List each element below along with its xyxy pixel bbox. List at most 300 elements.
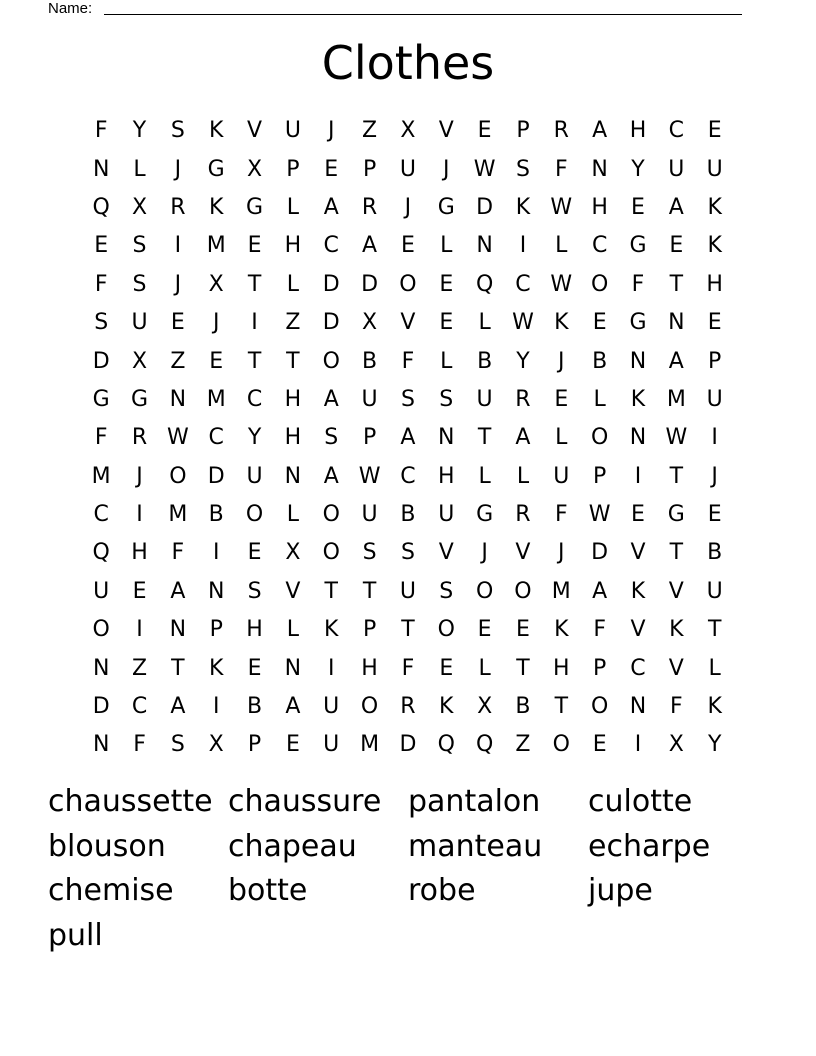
grid-letter[interactable]: K (208, 655, 224, 681)
grid-letter[interactable]: S (94, 310, 109, 336)
grid-letter[interactable]: G (476, 502, 494, 528)
grid-letter[interactable]: T (286, 348, 300, 374)
grid-letter[interactable]: P (593, 655, 607, 681)
grid-letter[interactable]: S (400, 540, 415, 566)
grid-letter[interactable]: L (555, 425, 568, 451)
grid-letter[interactable]: X (477, 694, 493, 720)
grid-row (82, 419, 734, 457)
grid-letter[interactable]: K (324, 617, 339, 643)
grid-letter[interactable]: U (553, 463, 570, 489)
grid-letter[interactable]: U (476, 386, 493, 412)
grid-letter[interactable]: F (94, 118, 108, 144)
grid-letter[interactable]: L (440, 348, 453, 374)
grid-letter[interactable]: A (285, 694, 301, 720)
grid-letter[interactable]: U (246, 463, 263, 489)
grid-letter[interactable]: V (285, 578, 301, 604)
grid-letter[interactable]: T (171, 655, 185, 681)
grid-letter[interactable]: T (554, 694, 569, 720)
grid-letter[interactable]: B (247, 694, 263, 720)
grid-letter[interactable]: U (668, 156, 685, 182)
grid-letter[interactable]: G (92, 386, 110, 412)
grid-letter[interactable]: O (590, 271, 609, 297)
grid-letter[interactable]: A (170, 578, 186, 604)
grid-letter[interactable]: Q (475, 732, 494, 758)
grid-letter[interactable]: J (327, 118, 335, 144)
grid-letter[interactable]: T (477, 425, 492, 451)
grid-letter[interactable]: S (439, 578, 454, 604)
grid-letter[interactable]: X (362, 310, 378, 336)
grid-letter[interactable]: E (669, 233, 684, 259)
grid-letter[interactable]: V (630, 540, 646, 566)
grid-letter[interactable]: T (669, 540, 684, 566)
grid-letter[interactable]: E (631, 502, 645, 528)
grid-letter[interactable]: W (550, 271, 573, 297)
grid-letter[interactable]: S (400, 386, 415, 412)
grid-letter[interactable]: V (438, 540, 454, 566)
grid-letter[interactable]: O (399, 271, 417, 297)
grid-letter[interactable]: F (94, 271, 108, 297)
grid-letter[interactable]: O (590, 425, 609, 451)
grid-letter[interactable]: U (93, 578, 110, 604)
grid-letter[interactable]: E (707, 502, 722, 528)
grid-letter[interactable]: F (554, 502, 568, 528)
grid-letter[interactable]: E (631, 194, 645, 220)
grid-letter[interactable]: V (515, 540, 531, 566)
grid-letter[interactable]: D (92, 694, 110, 720)
grid-letter[interactable]: V (668, 655, 684, 681)
grid-letter[interactable]: F (554, 156, 568, 182)
grid-letter[interactable]: Y (132, 118, 147, 144)
grid-letter[interactable]: S (362, 540, 377, 566)
grid-letter[interactable]: M (168, 502, 188, 528)
grid-letter[interactable]: T (669, 463, 684, 489)
grid-letter[interactable]: S (324, 425, 339, 451)
grid-letter[interactable]: U (361, 386, 378, 412)
grid-letter[interactable]: C (93, 502, 109, 528)
grid-letter[interactable]: M (91, 463, 111, 489)
grid-letter[interactable]: E (477, 118, 492, 144)
grid-letter[interactable]: J (174, 271, 182, 297)
grid-letter[interactable]: X (400, 118, 416, 144)
grid-letter[interactable]: E (247, 233, 262, 259)
grid-row (82, 227, 734, 265)
grid-letter[interactable]: H (284, 425, 302, 451)
grid-letter[interactable]: P (362, 425, 377, 451)
grid-letter[interactable]: I (519, 233, 527, 259)
grid-letter[interactable]: T (516, 655, 530, 681)
grid-letter[interactable]: C (400, 463, 416, 489)
grid-letter[interactable]: F (670, 694, 683, 720)
grid-letter[interactable]: C (668, 118, 685, 144)
grid-letter[interactable]: I (212, 540, 220, 566)
grid-letter[interactable]: O (514, 578, 532, 604)
grid-letter[interactable]: K (208, 118, 224, 144)
grid-letter[interactable]: N (438, 425, 455, 451)
grid-letter[interactable]: C (323, 233, 339, 259)
grid-letter[interactable]: C (208, 425, 224, 451)
grid-letter[interactable]: U (131, 310, 148, 336)
grid-letter[interactable]: S (515, 156, 530, 182)
grid-letter[interactable]: L (478, 463, 491, 489)
grid-letter[interactable]: C (591, 233, 608, 259)
grid-letter[interactable]: A (323, 194, 339, 220)
grid-letter[interactable]: H (591, 194, 608, 220)
grid-letter[interactable]: E (592, 732, 607, 758)
grid-letter[interactable]: Q (92, 194, 110, 220)
grid-letter[interactable]: O (322, 502, 340, 528)
grid-letter[interactable]: D (591, 540, 609, 566)
grid-row (82, 189, 734, 227)
grid-letter[interactable]: Z (515, 732, 531, 758)
grid-letter[interactable]: N (476, 233, 493, 259)
grid-letter[interactable]: K (554, 310, 569, 336)
grid-letter[interactable]: L (440, 233, 453, 259)
grid-letter[interactable]: O (322, 348, 340, 374)
grid-letter[interactable]: G (629, 233, 647, 259)
grid-letter[interactable]: A (170, 694, 186, 720)
grid-letter[interactable]: N (629, 348, 647, 374)
grid-letter[interactable]: S (132, 233, 147, 259)
grid-letter[interactable]: M (206, 386, 226, 412)
grid-letter[interactable]: I (136, 502, 143, 528)
grid-letter[interactable]: J (481, 540, 488, 566)
grid-letter[interactable]: P (708, 348, 722, 374)
grid-letter[interactable]: O (360, 694, 379, 720)
grid-letter[interactable]: E (592, 310, 607, 336)
grid-letter[interactable]: S (132, 271, 147, 297)
grid-letter[interactable]: H (361, 655, 378, 681)
grid-letter[interactable]: L (286, 271, 300, 297)
grid-letter[interactable]: J (136, 463, 143, 489)
name-label: Name: (48, 0, 93, 17)
grid-letter[interactable]: L (593, 386, 606, 412)
grid-letter[interactable]: B (362, 348, 378, 374)
grid-letter[interactable]: O (322, 540, 340, 566)
grid-letter[interactable]: H (284, 386, 302, 412)
grid-letter[interactable]: X (285, 540, 301, 566)
grid-letter[interactable]: E (247, 655, 262, 681)
grid-letter[interactable]: X (131, 348, 148, 374)
grid-letter[interactable]: J (212, 310, 220, 336)
grid-letter[interactable]: T (669, 271, 684, 297)
grid-letter[interactable]: H (629, 118, 647, 144)
grid-letter[interactable]: E (400, 233, 415, 259)
grid-letter[interactable]: C (131, 694, 148, 720)
grid-letter[interactable]: Z (362, 118, 378, 144)
grid-letter[interactable]: L (516, 463, 530, 489)
grid-letter[interactable]: O (437, 617, 455, 643)
grid-letter[interactable]: A (592, 578, 608, 604)
grid-letter[interactable]: E (285, 732, 300, 758)
grid-letter[interactable]: M (551, 578, 571, 604)
grid-letter[interactable]: W (588, 502, 611, 528)
grid-letter[interactable]: A (400, 425, 416, 451)
grid-letter[interactable]: L (286, 617, 300, 643)
grid-letter[interactable]: Y (631, 156, 645, 182)
grid-letter[interactable]: N (629, 425, 647, 451)
grid-letter[interactable]: Q (437, 732, 455, 758)
grid-letter[interactable]: X (131, 194, 148, 220)
grid-letter[interactable]: A (668, 194, 684, 220)
grid-letter[interactable]: A (323, 386, 339, 412)
grid-letter[interactable]: A (668, 348, 684, 374)
grid-letter[interactable]: F (631, 271, 645, 297)
grid-letter[interactable]: Y (247, 425, 262, 451)
grid-letter[interactable]: C (246, 386, 263, 412)
grid-letter[interactable]: T (247, 271, 262, 297)
grid-letter[interactable]: N (284, 655, 302, 681)
grid-letter[interactable]: E (209, 348, 224, 374)
grid-letter[interactable]: S (439, 386, 454, 412)
grid-letter[interactable]: N (92, 732, 110, 758)
name-field (48, 0, 92, 18)
grid-letter[interactable]: E (707, 310, 722, 336)
grid-letter[interactable]: S (170, 118, 185, 144)
grid-letter[interactable]: F (133, 732, 146, 758)
grid-letter[interactable]: A (362, 233, 378, 259)
grid-letter[interactable]: J (174, 156, 182, 182)
grid-letter[interactable]: F (171, 540, 185, 566)
grid-letter[interactable]: O (475, 578, 494, 604)
grid-letter[interactable]: F (94, 425, 108, 451)
grid-letter[interactable]: N (668, 310, 685, 336)
grid-letter[interactable]: E (170, 310, 185, 336)
word-bank-item: chaussette (48, 784, 213, 819)
grid-letter[interactable]: L (286, 502, 300, 528)
grid-letter[interactable]: K (630, 578, 646, 604)
grid-letter[interactable]: H (706, 271, 723, 297)
grid-letter[interactable]: I (711, 425, 718, 451)
grid-letter[interactable]: K (707, 233, 722, 259)
grid-letter[interactable]: U (361, 502, 378, 528)
grid-letter[interactable]: K (707, 694, 722, 720)
grid-letter[interactable]: K (669, 617, 684, 643)
grid-letter[interactable]: M (360, 732, 380, 758)
grid-letter[interactable]: N (92, 655, 110, 681)
grid-letter[interactable]: F (401, 348, 415, 374)
grid-letter[interactable]: K (515, 194, 531, 220)
grid-letter[interactable]: B (477, 348, 493, 374)
grid-letter[interactable]: K (208, 194, 224, 220)
name-underline[interactable] (104, 14, 742, 15)
grid-letter[interactable]: L (478, 655, 491, 681)
grid-letter[interactable]: O (169, 463, 187, 489)
grid-letter[interactable]: E (516, 617, 530, 643)
word-bank-item: pantalon (408, 784, 541, 819)
grid-letter[interactable]: D (322, 310, 340, 336)
grid-letter[interactable]: E (439, 310, 454, 336)
grid-letter[interactable]: U (323, 732, 340, 758)
grid-letter[interactable]: C (515, 271, 531, 297)
grid-letter[interactable]: N (284, 463, 302, 489)
grid-letter[interactable]: U (706, 156, 723, 182)
grid-letter[interactable]: D (361, 271, 379, 297)
grid-letter[interactable]: P (362, 156, 377, 182)
grid-letter[interactable]: J (558, 540, 565, 566)
grid-letter[interactable]: I (251, 310, 258, 336)
grid-letter[interactable]: U (399, 578, 416, 604)
grid-letter[interactable]: X (208, 271, 224, 297)
grid-letter[interactable]: H (284, 233, 302, 259)
grid-letter[interactable]: I (327, 655, 335, 681)
grid-letter[interactable]: K (439, 694, 454, 720)
grid-letter[interactable]: K (554, 617, 569, 643)
grid-letter[interactable]: B (707, 540, 723, 566)
grid-letter[interactable]: P (593, 463, 607, 489)
grid-letter[interactable]: V (400, 310, 416, 336)
grid-letter[interactable]: I (634, 732, 642, 758)
grid-letter[interactable]: V (438, 118, 454, 144)
grid-letter[interactable]: W (358, 463, 381, 489)
grid-letter[interactable]: J (443, 156, 450, 182)
grid-letter[interactable]: I (634, 463, 642, 489)
grid-letter[interactable]: U (438, 502, 455, 528)
grid-letter[interactable]: G (667, 502, 685, 528)
grid-letter[interactable]: I (136, 617, 143, 643)
grid-letter[interactable]: G (130, 386, 149, 412)
grid-letter[interactable]: E (247, 540, 262, 566)
grid-letter[interactable]: X (247, 156, 263, 182)
grid-letter[interactable]: L (478, 310, 491, 336)
grid-row (82, 304, 734, 342)
grid-letter[interactable]: A (323, 463, 339, 489)
grid-letter[interactable]: N (591, 156, 608, 182)
grid-letter[interactable]: U (323, 694, 340, 720)
grid-letter[interactable]: B (592, 348, 608, 374)
grid-letter[interactable]: E (439, 271, 454, 297)
grid-letter[interactable]: R (170, 194, 186, 220)
grid-letter[interactable]: E (554, 386, 569, 412)
grid-letter[interactable]: V (668, 578, 684, 604)
grid-letter[interactable]: X (668, 732, 684, 758)
grid-letter[interactable]: Q (475, 271, 494, 297)
grid-letter[interactable]: N (92, 156, 110, 182)
grid-letter[interactable]: W (473, 156, 496, 182)
grid-letter[interactable]: H (131, 540, 148, 566)
grid-letter[interactable]: J (558, 348, 565, 374)
grid-letter[interactable]: P (247, 732, 262, 758)
grid-letter[interactable]: O (92, 617, 110, 643)
grid-letter[interactable]: I (174, 233, 182, 259)
grid-letter[interactable]: D (322, 271, 340, 297)
grid-letter[interactable]: Z (131, 655, 148, 681)
grid-letter[interactable]: P (516, 118, 530, 144)
grid-letter[interactable]: R (515, 502, 531, 528)
grid-letter[interactable]: B (400, 502, 416, 528)
grid-letter[interactable]: O (245, 502, 264, 528)
grid-letter[interactable]: H (553, 655, 570, 681)
grid-letter[interactable]: R (515, 386, 531, 412)
grid-letter[interactable]: S (247, 578, 262, 604)
grid-letter[interactable]: R (553, 118, 569, 144)
grid-letter[interactable]: A (515, 425, 531, 451)
grid-letter[interactable]: Y (707, 732, 722, 758)
grid-letter[interactable]: V (630, 617, 646, 643)
grid-letter[interactable]: E (477, 617, 492, 643)
grid-letter[interactable]: R (131, 425, 148, 451)
grid-letter[interactable]: V (247, 118, 263, 144)
grid-letter[interactable]: Z (285, 310, 301, 336)
grid-letter[interactable]: G (437, 194, 455, 220)
grid-letter[interactable]: T (707, 617, 722, 643)
grid-letter[interactable]: J (711, 463, 718, 489)
grid-letter[interactable]: E (94, 233, 109, 259)
grid-letter[interactable]: N (169, 386, 187, 412)
grid-letter[interactable]: Y (516, 348, 530, 374)
grid-letter[interactable]: Q (92, 540, 110, 566)
grid-letter[interactable]: T (247, 348, 262, 374)
grid-letter[interactable]: M (666, 386, 686, 412)
grid-letter[interactable]: I (212, 694, 220, 720)
grid-letter[interactable]: L (133, 156, 146, 182)
grid-letter[interactable]: J (404, 194, 412, 220)
grid-letter[interactable]: L (555, 233, 568, 259)
grid-letter[interactable]: T (362, 578, 377, 604)
grid-letter[interactable]: G (246, 194, 264, 220)
grid-letter[interactable]: S (170, 732, 185, 758)
grid-letter[interactable]: W (550, 194, 573, 220)
grid-letter[interactable]: E (324, 156, 339, 182)
grid-letter[interactable]: E (707, 118, 722, 144)
grid-letter[interactable]: L (708, 655, 721, 681)
grid-letter[interactable]: B (208, 502, 224, 528)
grid-letter[interactable]: C (630, 655, 646, 681)
grid-letter[interactable]: Z (170, 348, 186, 374)
grid-letter[interactable]: D (207, 463, 225, 489)
grid-letter[interactable]: U (706, 386, 723, 412)
grid-letter[interactable]: P (362, 617, 377, 643)
grid-letter[interactable]: N (629, 694, 647, 720)
grid-letter[interactable]: D (92, 348, 110, 374)
grid-letter[interactable]: D (399, 732, 417, 758)
grid-letter[interactable]: P (209, 617, 223, 643)
grid-letter[interactable]: X (208, 732, 224, 758)
word-bank-item: chemise (48, 873, 174, 908)
grid-letter[interactable]: K (707, 194, 722, 220)
word-bank-item: chaussure (228, 784, 382, 819)
grid-letter[interactable]: P (286, 156, 300, 182)
grid-letter[interactable]: L (286, 194, 300, 220)
grid-letter[interactable]: H (246, 617, 263, 643)
grid-letter[interactable]: U (399, 156, 416, 182)
grid-letter[interactable]: W (512, 310, 534, 336)
grid-letter[interactable]: N (207, 578, 225, 604)
grid-letter[interactable]: O (552, 732, 570, 758)
grid-letter[interactable]: N (169, 617, 187, 643)
grid-letter[interactable]: G (629, 310, 647, 336)
grid-letter[interactable]: T (401, 617, 415, 643)
grid-letter[interactable]: W (665, 425, 688, 451)
grid-letter[interactable]: H (437, 463, 455, 489)
grid-letter[interactable]: R (400, 694, 416, 720)
grid-letter[interactable]: K (630, 386, 646, 412)
grid-letter[interactable]: B (515, 694, 531, 720)
grid-letter[interactable]: U (284, 118, 301, 144)
grid-letter[interactable]: O (590, 694, 609, 720)
grid-letter[interactable]: D (476, 194, 494, 220)
grid-letter[interactable]: T (324, 578, 338, 604)
grid-letter[interactable]: W (166, 425, 189, 451)
grid-letter[interactable]: F (593, 617, 606, 643)
grid-letter[interactable]: F (401, 655, 415, 681)
grid-letter[interactable]: M (206, 233, 226, 259)
grid-letter[interactable]: R (361, 194, 378, 220)
grid-letter[interactable]: A (592, 118, 608, 144)
grid-letter[interactable]: E (132, 578, 147, 604)
grid-letter[interactable]: E (439, 655, 454, 681)
grid-letter[interactable]: U (706, 578, 723, 604)
grid-letter[interactable]: G (207, 156, 225, 182)
